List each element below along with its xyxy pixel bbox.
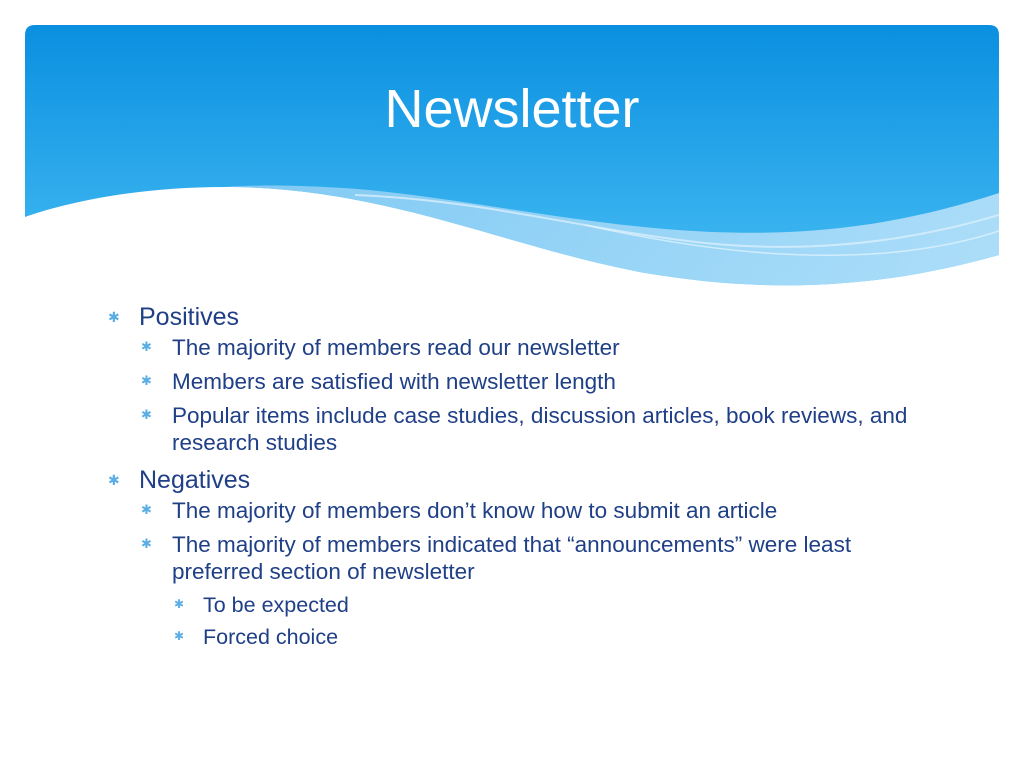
list-item (172, 592, 948, 618)
list-item-text: Popular items include case studies, discussion articles, book reviews, and research studies (172, 403, 908, 455)
title-banner (25, 25, 999, 295)
list-item-positives (108, 300, 948, 456)
asterisk-icon: ✱ (174, 629, 185, 643)
list-item-text: To be expected (203, 593, 349, 617)
asterisk-icon: ✱ (141, 536, 152, 551)
list-item (139, 497, 948, 524)
asterisk-icon: ✱ (174, 597, 185, 611)
bullet-content (108, 300, 948, 656)
list-item-text: The majority of members read our newsletter (172, 335, 620, 360)
asterisk-icon: ✱ (108, 472, 120, 488)
slide-title: Newsletter (384, 79, 640, 139)
section-heading: Positives (139, 303, 240, 331)
bullet-list (108, 300, 948, 650)
asterisk-icon: ✱ (141, 502, 152, 517)
list-item (139, 368, 948, 395)
section-heading: Negatives (139, 466, 251, 494)
list-item-negatives (108, 463, 948, 650)
asterisk-icon: ✱ (108, 309, 120, 325)
sub-sub-bullet-list (172, 592, 948, 650)
asterisk-icon: ✱ (141, 373, 152, 388)
list-item-text: Forced choice (203, 625, 339, 649)
list-item-text: The majority of members indicated that “announcements” were least preferred section of newsletter (172, 532, 852, 584)
list-item-text: The majority of members don’t know how to submit an article (172, 498, 778, 523)
list-item (139, 334, 948, 361)
list-item-text: Members are satisfied with newsletter length (172, 369, 616, 394)
asterisk-icon: ✱ (141, 407, 152, 422)
asterisk-icon: ✱ (141, 339, 152, 354)
wave-background (25, 25, 999, 295)
list-item (139, 531, 948, 650)
sub-bullet-list (139, 497, 948, 650)
sub-bullet-list (139, 334, 948, 456)
list-item (172, 624, 948, 650)
list-item (139, 402, 948, 456)
